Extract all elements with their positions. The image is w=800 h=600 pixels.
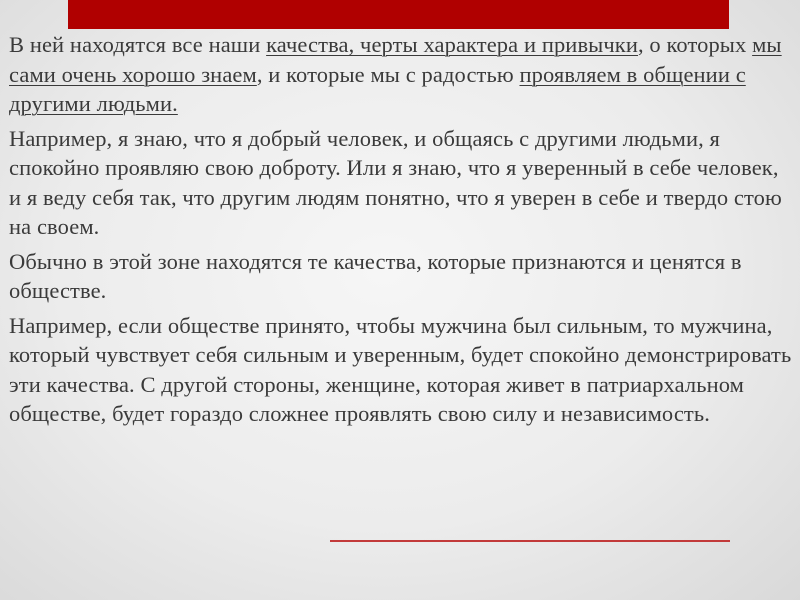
underlined-phrase: качества, черты характера и привычки — [266, 32, 638, 57]
text-segment: Например, если обществе принято, чтобы мужчина был сильным, то мужчина, который чувствует себя сильным и уверенным, будет спокойно демонстрировать эти качества. С другой стороны, женщине, которая живет в патриархальном обществе, будет гораздо сложнее проявлять свою силу и независимость. — [9, 312, 792, 426]
text-segment: Например, я знаю, что я добрый человек, и общаясь с другими людьми, я спокойно проявляю свою доброту. Или я знаю, что я уверенный в себе человек, и я веду себя так, что другим людям понятно, что я уверен в себе и твердо стою на своем. — [9, 125, 782, 239]
paragraph-4 — [9, 311, 795, 429]
text-segment: , о которых — [637, 32, 753, 57]
red-divider-line — [330, 540, 730, 542]
paragraph-2 — [9, 124, 795, 242]
paragraph-1 — [9, 30, 795, 119]
paragraph-3 — [9, 247, 795, 306]
text-segment: , и которые мы с радостью — [256, 61, 520, 87]
text-segment: Обычно в этой зоне находятся те качества, которые признаются и ценятся в обществе. — [9, 248, 742, 303]
text-segment: В ней находятся все наши — [9, 32, 267, 57]
top-accent-bar — [68, 0, 729, 29]
underlined-phrase: мы сами очень хорошо знаем — [9, 32, 782, 87]
underlined-phrase: проявляем в общении с другими людьми. — [9, 61, 746, 116]
slide-content — [9, 30, 795, 434]
